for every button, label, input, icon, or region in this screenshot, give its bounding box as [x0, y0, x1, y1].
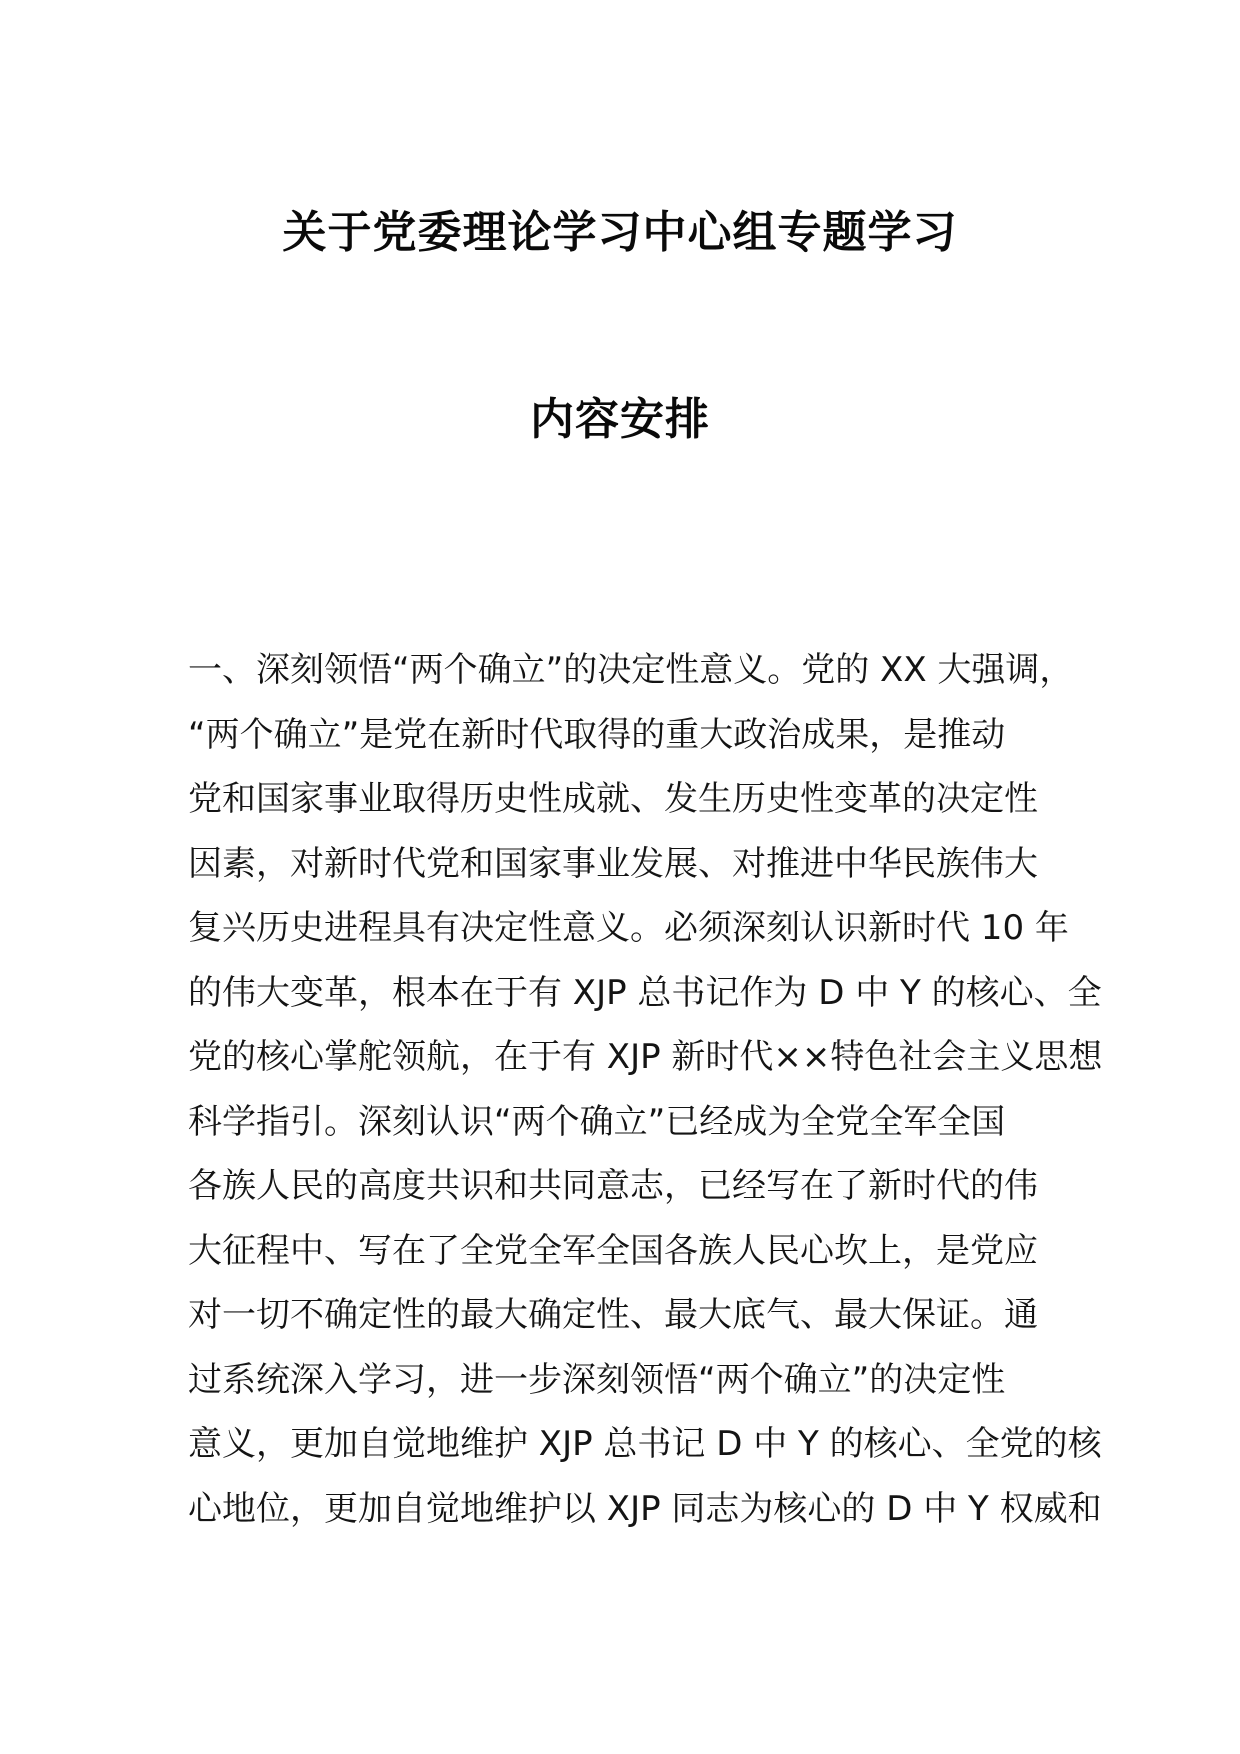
paragraph-line: 意义，更加自觉地维护 XJP 总书记 D 中 Y 的核心、全党的核 [188, 1424, 1102, 1464]
body-paragraph [188, 638, 1103, 1541]
document-title-line-2: 内容安排 [530, 394, 710, 445]
paragraph-line: “两个确立”是党在新时代取得的重大政治成果，是推动 [188, 714, 1006, 755]
paragraph-line: 党和国家事业取得历史性成就、发生历史性变革的决定性 [188, 779, 1038, 819]
paragraph-line: 科学指引。深刻认识“两个确立”已经成为全党全军全国 [188, 1101, 1006, 1142]
paragraph-line: 复兴历史进程具有决定性意义。必须深刻认识新时代 10 年 [188, 908, 1069, 948]
paragraph-line: 各族人民的高度共识和共同意志，已经写在了新时代的伟 [188, 1166, 1038, 1206]
paragraph-line: 大征程中、写在了全党全军全国各族人民心坎上，是党应 [188, 1230, 1038, 1271]
paragraph-line: 一、深刻领悟“两个确立”的决定性意义。党的 XX 大强调， [188, 650, 1074, 690]
paragraph-line: 的伟大变革，根本在于有 XJP 总书记作为 D 中 Y 的核心、全 [188, 972, 1102, 1013]
paragraph-line: 党的核心掌舵领航，在于有 XJP 新时代××特色社会主义思想 [188, 1037, 1103, 1077]
document-title-line-1: 关于党委理论学习中心组专题学习 [282, 207, 958, 258]
paragraph-line: 过系统深入学习，进一步深刻领悟“两个确立”的决定性 [188, 1359, 1006, 1400]
paragraph-line: 心地位，更加自觉地维护以 XJP 同志为核心的 D 中 Y 权威和 [188, 1488, 1102, 1529]
paragraph-line: 因素，对新时代党和国家事业发展、对推进中华民族伟大 [188, 843, 1038, 884]
paragraph-line: 对一切不确定性的最大确定性、最大底气、最大保证。通 [188, 1295, 1038, 1335]
